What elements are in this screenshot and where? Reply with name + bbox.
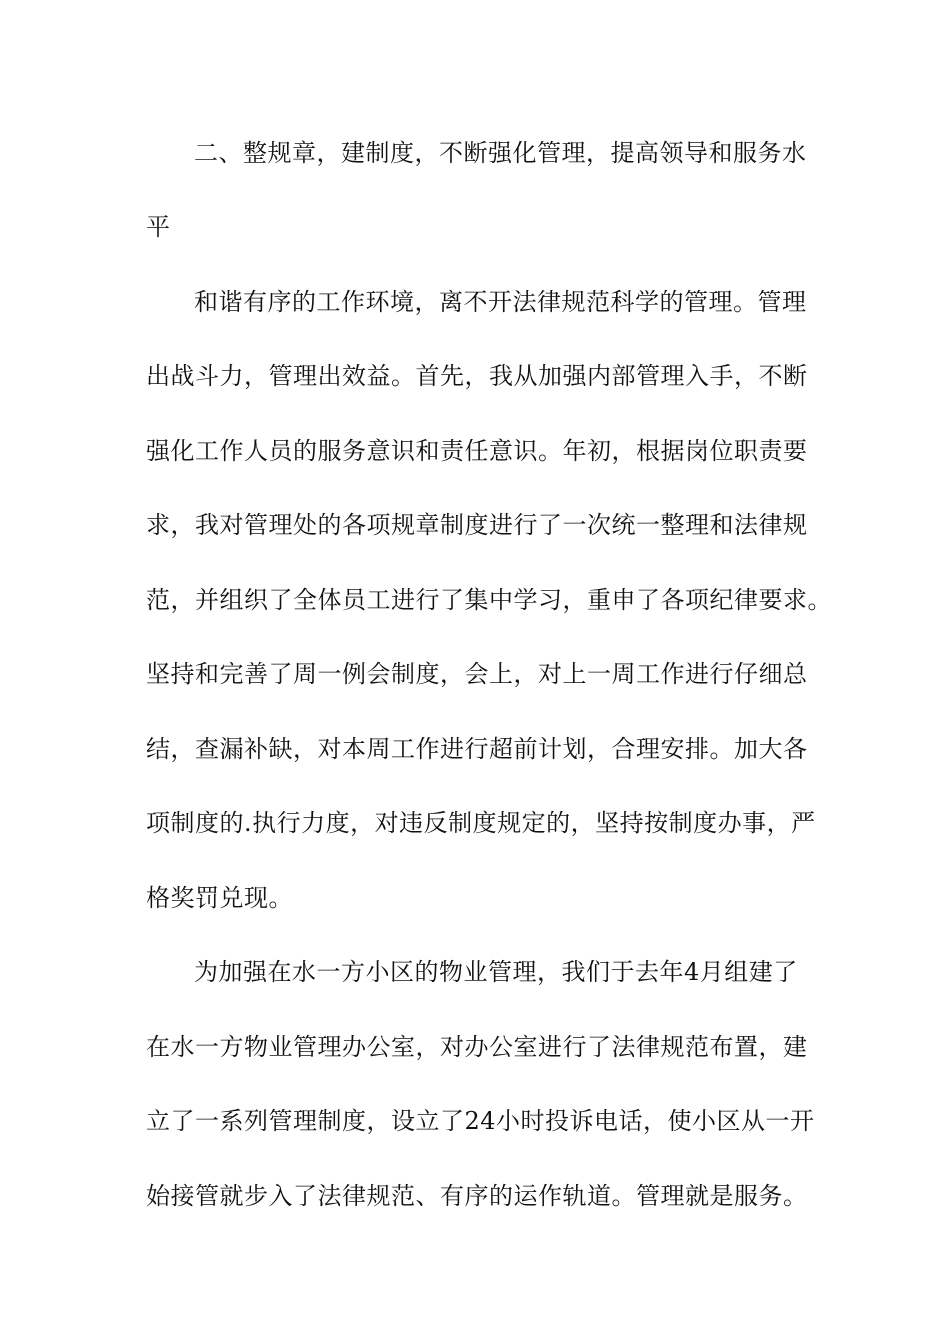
section-heading-line-1: 二、整规章，建制度，不断强化管理，提高领导和服务水 <box>194 139 807 167</box>
paragraph-1-line-6: 坚持和完善了周一例会制度，会上，对上一周工作进行仔细总 <box>146 660 808 688</box>
paragraph-2-line-4: 始接管就步入了法律规范、有序的运作轨道。管理就是服务。 <box>146 1182 808 1210</box>
section-heading-line-2: 平 <box>146 213 171 241</box>
paragraph-1-line-3: 强化工作人员的服务意识和责任意识。年初，根据岗位职责要 <box>146 437 808 465</box>
paragraph-2-line-1: 为加强在水一方小区的物业管理，我们于去年4月组建了 <box>194 958 798 986</box>
paragraph-1-line-4: 求，我对管理处的各项规章制度进行了一次统一整理和法律规 <box>146 511 808 539</box>
paragraph-1-line-9: 格奖罚兑现。 <box>146 884 293 912</box>
paragraph-1-line-2: 出战斗力，管理出效益。首先，我从加强内部管理入手，不断 <box>146 362 808 390</box>
paragraph-1-line-5: 范，并组织了全体员工进行了集中学习，重申了各项纪律要求。 <box>146 586 832 614</box>
paragraph-2-line-2: 在水一方物业管理办公室，对办公室进行了法律规范布置，建 <box>146 1033 808 1061</box>
paragraph-2-line-3: 立了一系列管理制度，设立了24小时投诉电话，使小区从一开 <box>146 1107 815 1135</box>
paragraph-1-line-7: 结，查漏补缺，对本周工作进行超前计划，合理安排。加大各 <box>146 735 808 763</box>
paragraph-1-line-1: 和谐有序的工作环境，离不开法律规范科学的管理。管理 <box>194 288 807 316</box>
paragraph-1-line-8: 项制度的.执行力度，对违反制度规定的，坚持按制度办事，严 <box>146 809 816 837</box>
